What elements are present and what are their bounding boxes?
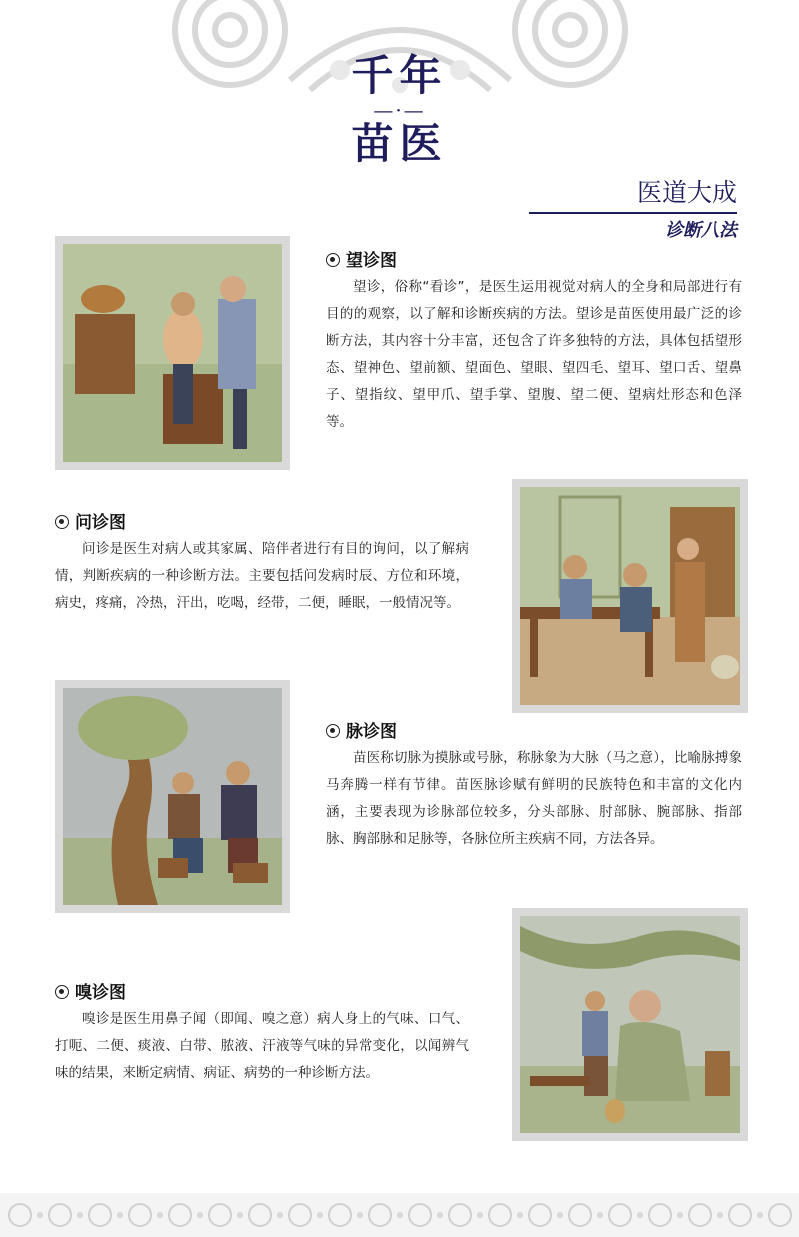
- bullet-icon: [55, 515, 69, 529]
- inquiry-heading-label: 问诊图: [75, 513, 126, 533]
- inspection-heading-label: 望诊图: [346, 251, 397, 271]
- smell-text: 嗅诊是医生用鼻子闻（即闻、嗅之意）病人身上的气味、口气、打呃、二便、痰液、白带、脓液、汗液等气味的异常变化，以闻辨气味的结果，来断定病情、病证、病势的一种诊断方法。: [55, 1011, 469, 1081]
- title-line1: 千年: [351, 51, 448, 100]
- smell-heading-label: 嗅诊图: [75, 983, 126, 1003]
- inquiry-heading: [55, 508, 126, 533]
- inquiry-illustration: [512, 479, 748, 713]
- inquiry-text: 问诊是医生对病人或其家属、陪伴者进行有目的询问，以了解病情，判断疾病的一种诊断方法。主要包括问发病时辰、方位和环境，病史，疼痛，冷热，汗出，吃喝，经带，二便，睡眠，一般情况等。: [55, 541, 469, 611]
- inspection-heading: [326, 246, 397, 271]
- smell-illustration: [512, 908, 748, 1141]
- pulse-illustration: [55, 680, 290, 913]
- bullet-icon: [55, 985, 69, 999]
- smell-heading: [55, 978, 126, 1003]
- pulse-heading-label: 脉诊图: [346, 722, 397, 742]
- bullet-icon: [326, 724, 340, 738]
- section-subtitle: 诊断八法: [665, 220, 737, 241]
- inspection-illustration: [55, 236, 290, 470]
- pulse-text: 苗医称切脉为摸脉或号脉，称脉象为大脉（马之意），比喻脉搏象马奔腾一样有节律。苗医脉诊赋有鲜明的民族特色和丰富的文化内涵，主要表现为诊脉部位较多，分头部脉、肘部脉、腕部脉、指部脉、胸部脉和足脉等，各脉位所主疾病不同，方法各异。: [326, 750, 742, 847]
- section-divider: [529, 212, 737, 214]
- section-header: [637, 178, 737, 242]
- section-title: 医道大成: [636, 178, 737, 207]
- inspection-text: 望诊，俗称“看诊”，是医生运用视觉对病人的全身和局部进行有目的的观察，以了解和诊断疾病的方法。望诊是苗医使用最广泛的诊断方法，其内容十分丰富，还包含了许多独特的方法，具体包括望形态、望神色、望前额、望面色、望眼、望四毛、望耳、望口舌、望鼻子、望指纹、望甲爪、望手掌、望腹、望二便、望病灶形态和色泽等。: [326, 279, 742, 430]
- bottom-ornament-band: [0, 1193, 799, 1237]
- pulse-heading: [326, 717, 397, 742]
- title-line2: 苗医: [351, 119, 448, 168]
- title-separator: —·—: [373, 98, 426, 122]
- page-title: [0, 52, 799, 168]
- bullet-icon: [326, 253, 340, 267]
